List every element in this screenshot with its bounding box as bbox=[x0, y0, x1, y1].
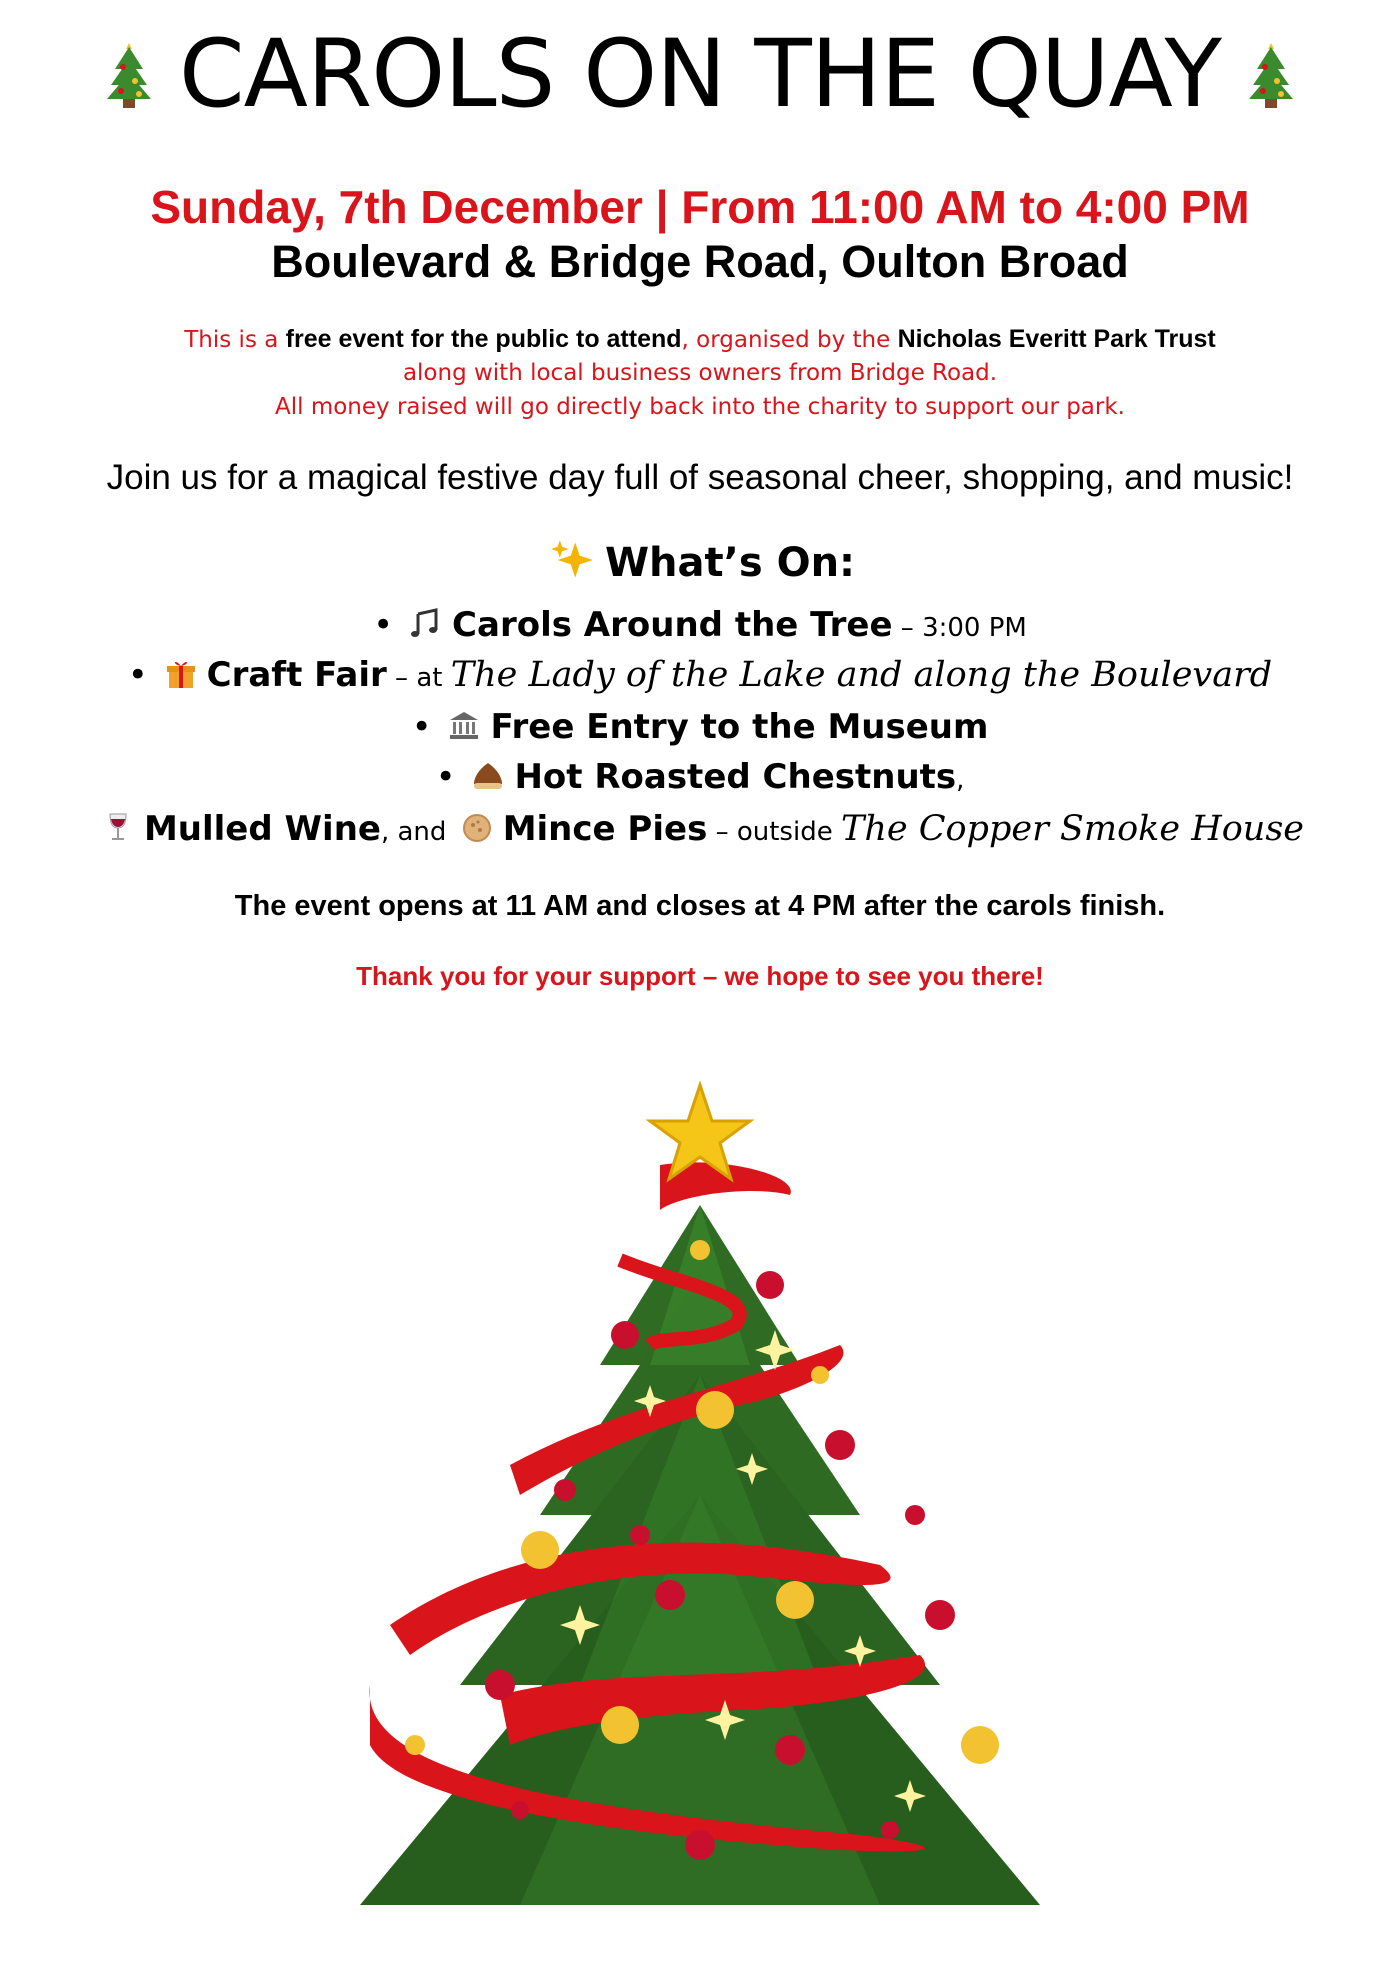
list-item: Mulled Wine, and Mince Pies – outside The Copper Smoke House bbox=[0, 804, 1400, 857]
chestnut-icon bbox=[472, 760, 504, 792]
list-item: • Hot Roasted Chestnuts, bbox=[435, 757, 965, 797]
intro-text: Join us for a magical festive day full of seasonal cheer, shopping, and music! bbox=[106, 458, 1294, 497]
sparkles-icon bbox=[551, 538, 595, 582]
music-notes-icon bbox=[410, 608, 442, 640]
christmas-tree-illustration bbox=[320, 1045, 1160, 1945]
thank-you-text: Thank you for your support – we hope to see you there! bbox=[356, 961, 1044, 991]
museum-icon bbox=[448, 710, 480, 742]
christmas-tree-icon bbox=[1243, 39, 1299, 111]
page-title: CAROLS ON THE QUAY bbox=[179, 20, 1221, 129]
description-line-1: This is a free event for the public to attend, organised by the Nicholas Everitt Park Trust bbox=[184, 325, 1216, 353]
wine-glass-icon bbox=[102, 812, 134, 844]
gift-icon bbox=[165, 658, 197, 690]
opening-times-text: The event opens at 11 AM and closes at 4 PM after the carols finish. bbox=[234, 890, 1166, 922]
christmas-tree-icon bbox=[101, 39, 157, 111]
list-item: • Free Entry to the Museum bbox=[411, 707, 989, 747]
list-item: • Craft Fair – at The Lady of the Lake and along the Boulevard bbox=[127, 655, 1273, 695]
whats-on-heading: What’s On: bbox=[0, 538, 1400, 586]
event-date: Sunday, 7th December | From 11:00 AM to 4:00 PM bbox=[150, 181, 1250, 233]
event-venue: Boulevard & Bridge Road, Oulton Broad bbox=[271, 236, 1129, 287]
list-item: • Carols Around the Tree – 3:00 PM bbox=[373, 605, 1027, 645]
title-row bbox=[0, 20, 1400, 130]
mince-pie-icon bbox=[461, 812, 493, 844]
description-line-3: All money raised will go directly back into the charity to support our park. bbox=[275, 394, 1125, 420]
description-line-2: along with local business owners from Bridge Road. bbox=[402, 360, 998, 386]
